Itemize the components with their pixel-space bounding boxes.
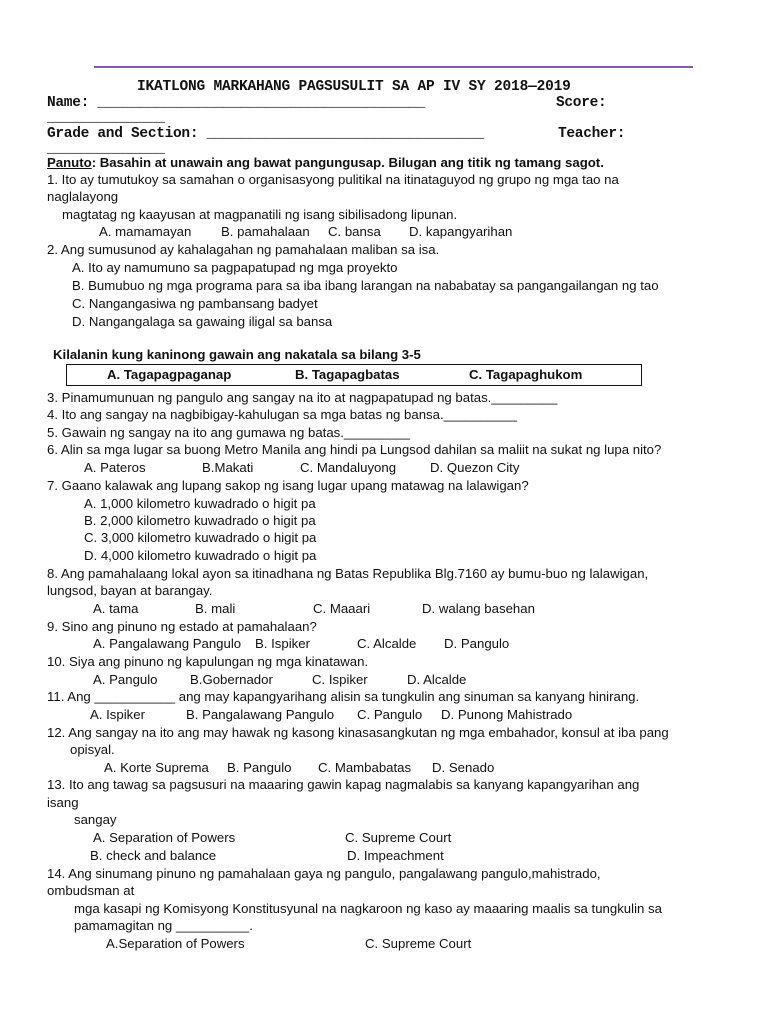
q9-choice-c: C. Alcalde bbox=[357, 636, 417, 651]
choice-tagapagpaganap: A. Tagapagpaganap bbox=[107, 367, 232, 382]
q9-choice-d: D. Pangulo bbox=[444, 636, 510, 651]
q10-choice-c: C. Ispiker bbox=[312, 672, 368, 687]
instructions-label: Panuto bbox=[47, 155, 92, 170]
teacher-label: Teacher: bbox=[558, 126, 626, 142]
q7-choice-c: C. 3,000 kilometro kuwadrado o higit pa bbox=[84, 530, 317, 545]
q12-line2: opisyal. bbox=[70, 742, 115, 757]
q12-choice-b: B. Pangulo bbox=[227, 760, 292, 775]
q11-choice-d: D. Punong Mahistrado bbox=[441, 707, 573, 722]
q13-line2: isang bbox=[47, 795, 79, 810]
q9-choice-b: B. Ispiker bbox=[255, 636, 310, 651]
choice-tagapagbatas: B. Tagapagbatas bbox=[295, 367, 400, 382]
q7-choice-a: A. 1,000 kilometro kuwadrado o higit pa bbox=[84, 496, 316, 511]
choice-tagapaghukom: C. Tagapaghukom bbox=[469, 367, 583, 382]
instructions-text: : Basahin at unawain ang bawat pangungusap. Bilugan ang titik ng tamang sagot. bbox=[91, 155, 604, 170]
q2-choice-d: D. Nangangalaga sa gawaing iligal sa bansa bbox=[72, 314, 333, 329]
q8-choice-c: C. Maaari bbox=[313, 601, 371, 616]
answer-choices-box bbox=[66, 364, 642, 386]
q6-choice-d: D. Quezon City bbox=[430, 460, 520, 475]
q13-line3: sangay bbox=[74, 812, 117, 827]
q10-choice-a: A. Pangulo bbox=[93, 672, 158, 687]
q12-choice-d: D. Senado bbox=[432, 760, 495, 775]
q2-line1: 2. Ang sumusunod ay kahalagahan ng pamahalaan maliban sa isa. bbox=[47, 242, 440, 257]
q7-choice-b: B. 2,000 kilometro kuwadrado o higit pa bbox=[84, 513, 316, 528]
q2-choice-b: B. Bumubuo ng mga programa para sa iba ibang larangan na nababatay sa pangangailangan ng tao bbox=[72, 278, 659, 293]
q1-choice-d: D. kapangyarihan bbox=[409, 224, 513, 239]
q11-choice-a: A. Ispiker bbox=[90, 707, 145, 722]
q14-line4: pamamagitan ng __________. bbox=[74, 918, 253, 933]
q5: 5. Gawain ng sangay na ito ang gumawa ng batas._________ bbox=[47, 425, 410, 440]
q1-line2: naglalayong bbox=[47, 189, 119, 204]
q13-choice-b: B. check and balance bbox=[90, 848, 217, 863]
q8-choice-a: A. tama bbox=[93, 601, 139, 616]
q13-choice-d: D. Impeachment bbox=[347, 848, 444, 863]
q14-line1: 14. Ang sinumang pinuno ng pamahalaan gaya ng pangulo, pangalawang pangulo,mahistrado, bbox=[47, 866, 601, 881]
q11-choice-c: C. Pangulo bbox=[357, 707, 423, 722]
q2-choice-a: A. Ito ay namumuno sa pagpapatupad ng mga proyekto bbox=[72, 260, 398, 275]
q11-line1: 11. Ang ___________ ang may kapangyarihang alisin sa tungkulin ang sinuman sa kanyang hinirang. bbox=[47, 689, 640, 704]
name-field: Name: _______________________________________ bbox=[47, 95, 426, 111]
q14-line2: ombudsman at bbox=[47, 883, 135, 898]
q7-choice-d: D. 4,000 kilometro kuwadrado o higit pa bbox=[84, 548, 317, 563]
q14-choice-a: A.Separation of Powers bbox=[106, 936, 245, 951]
q14-choice-c: C. Supreme Court bbox=[365, 936, 472, 951]
q6-choice-b: B.Makati bbox=[202, 460, 254, 475]
q10-choice-d: D. Alcalde bbox=[407, 672, 467, 687]
q4: 4. Ito ang sangay na nagbibigay-kahulugan sa mga batas ng bansa.__________ bbox=[47, 407, 517, 422]
q1-line1: 1. Ito ay tumutukoy sa samahan o organisasyong pulitikal na itinataguyod ng grupo ng mga tao na bbox=[47, 172, 619, 187]
grade-section-field: Grade and Section: _________________________________ bbox=[47, 126, 484, 142]
q13-choice-c: C. Supreme Court bbox=[345, 830, 452, 845]
q6-choice-a: A. Pateros bbox=[84, 460, 146, 475]
q9-choice-a: A. Pangalawang Pangulo bbox=[93, 636, 242, 651]
q10-line1: 10. Siya ang pinuno ng kapulungan ng mga kinatawan. bbox=[47, 654, 369, 669]
q11-choice-b: B. Pangalawang Pangulo bbox=[186, 707, 335, 722]
q12-line1: 12. Ang sangay na ito ang may hawak ng kasong kinasasangkutan ng mga embahador, konsul at iba pang bbox=[47, 725, 669, 740]
section2-heading: Kilalanin kung kaninong gawain ang nakatala sa bilang 3-5 bbox=[53, 347, 421, 362]
q12-choice-c: C. Mambabatas bbox=[318, 760, 412, 775]
q3: 3. Pinamumunuan ng pangulo ang sangay na ito at nagpapatupad ng batas._________ bbox=[47, 390, 558, 405]
q13-line1: 13. Ito ang tawag sa pagsusuri na maaaring gawin kapag nagmalabis sa kanyang kapangyarihan ang bbox=[47, 777, 640, 792]
teacher-blank: ______________ bbox=[47, 141, 165, 157]
q2-choice-c: C. Nangangasiwa ng pambansang badyet bbox=[72, 296, 318, 311]
score-label: Score: bbox=[556, 95, 607, 111]
q1-choice-a: A. mamamayan bbox=[99, 224, 192, 239]
q8-line1: 8. Ang pamahalaang lokal ayon sa itinadhana ng Batas Republika Blg.7160 ay bumu-buo ng lalawigan, bbox=[47, 566, 649, 581]
q6-choice-c: C. Mandaluyong bbox=[300, 460, 397, 475]
instructions bbox=[47, 155, 604, 171]
q1-choice-b: B. pamahalaan bbox=[221, 224, 310, 239]
exam-title: IKATLONG MARKAHANG PAGSUSULIT SA AP IV SY 2018—2019 bbox=[137, 79, 571, 95]
q9-line1: 9. Sino ang pinuno ng estado at pamahalaan? bbox=[47, 619, 317, 634]
q8-line2: lungsod, bayan at barangay. bbox=[47, 583, 213, 598]
q10-choice-b: B.Gobernador bbox=[190, 672, 273, 687]
q7-line1: 7. Gaano kalawak ang lupang sakop ng isang lugar upang matawag na lalawigan? bbox=[47, 478, 529, 493]
q12-choice-a: A. Korte Suprema bbox=[104, 760, 209, 775]
q8-choice-b: B. mali bbox=[195, 601, 236, 616]
q13-choice-a: A. Separation of Powers bbox=[93, 830, 236, 845]
header-rule bbox=[94, 66, 693, 68]
q1-line3: magtatag ng kaayusan at magpanatili ng isang sibilisadong lipunan. bbox=[62, 207, 458, 222]
q14-line3: mga kasapi ng Komisyong Konstitusyunal na nagkaroon ng kaso ay maaaring maalis sa tungkulin sa bbox=[74, 901, 662, 916]
q6-line1: 6. Alin sa mga lugar sa buong Metro Manila ang hindi pa Lungsod dahilan sa maliit na sukat ng lupa nito? bbox=[47, 442, 662, 457]
q8-choice-d: D. walang basehan bbox=[422, 601, 535, 616]
score-blank: ______________ bbox=[47, 110, 165, 126]
q1-choice-c: C. bansa bbox=[328, 224, 381, 239]
